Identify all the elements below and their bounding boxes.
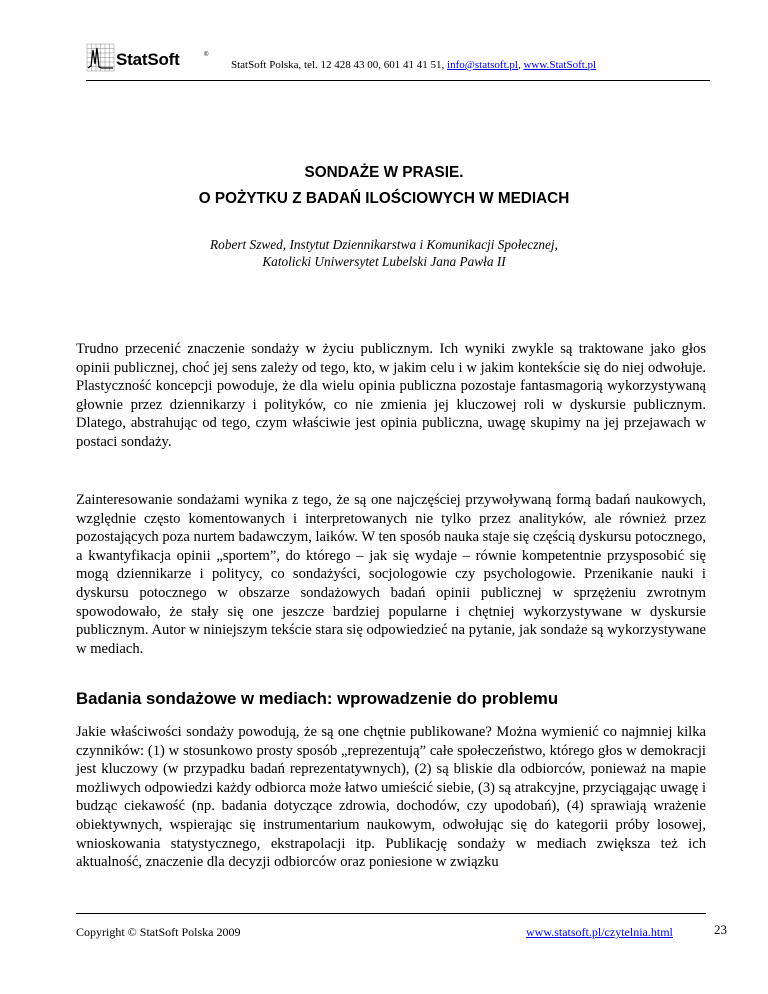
- page-number: 23: [714, 922, 727, 937]
- logo-wordmark: StatSoft: [116, 50, 180, 69]
- reading-room-link[interactable]: www.statsoft.pl/czytelnia.html: [526, 925, 673, 939]
- footer-divider: [76, 913, 706, 914]
- author-line-1: Robert Szwed, Instytut Dziennikarstwa i Komunikacji Społecznej,: [210, 237, 558, 252]
- header-divider: [86, 80, 710, 81]
- body-paragraph-2: Zainteresowanie sondażami wynika z tego, że są one najczęściej przywoływaną formą badań naukowych, względnie często komentowanych i interpretowanych nie tylko przez analityków, ale również przez pozostających poza nurtem badawczym, laików. W ten sposób nauka staje się częścią dyskursu potocznego, a kwantyfikacja opinii „sportem”, do którego – jak się wydaje – równie kompetentnie przysposobić się mogą dziennikarze i politycy, co sondażyści, socjologowie czy psychologowie. Przenikanie nauki i dyskursu potocznego w obszarze sondażowych badań opinii publicznej w sprzężeniu zwrotnym spowodowało, że stały się one jeszcze bardziej popularne i chętniej wykorzystywane w dyskursie publicznym. Autor w niniejszym tekście stara się odpowiedzieć na pytanie, jak sondaże są wykorzystywane w mediach.: [76, 492, 706, 657]
- author-line-2: Katolicki Uniwersytet Lubelski Jana Pawła II: [262, 254, 506, 269]
- statsoft-logo-icon: [86, 40, 116, 74]
- article-title-line-1: SONDAŻE W PRASIE.: [304, 164, 464, 181]
- body-paragraph-1: Trudno przecenić znaczenie sondaży w życiu publicznym. Ich wyniki zwykle są traktowane jako głos opinii publicznej, choć jej sens zależy od tego, kto, w jakim celu i w jakim kontekście się do niej odwołuje. Plastyczność koncepcji powoduje, że dla wielu opinia publiczna pozostaje fantasmagorią wykorzystywaną głownie przez dziennikarzy i polityków, co nie zmienia jej kluczowej roli w dyskursie publicznym. Dlatego, abstrahując od tego, czym właściwie jest opinia publiczna, uwagę skupimy na jej przejawach w postaci sondaży.: [76, 341, 706, 450]
- email-link[interactable]: info@statsoft.pl: [447, 59, 518, 71]
- footer-link-wrapper: [526, 925, 673, 940]
- statsoft-logo: [86, 40, 216, 76]
- contact-info: StatSoft Polska, tel. 12 428 43 00, 601 41 41 51,: [231, 59, 448, 71]
- article-title-line-2: O POŻYTKU Z BADAŃ ILOŚCIOWYCH W MEDIACH: [198, 190, 570, 207]
- page-header: [86, 40, 710, 82]
- header-contact: [231, 59, 596, 71]
- website-link[interactable]: www.StatSoft.pl: [523, 59, 597, 71]
- section-heading: Badania sondażowe w mediach: wprowadzenie do problemu: [76, 689, 559, 708]
- body-paragraph-3: Jakie właściwości sondaży powodują, że są one chętnie publikowane? Można wymienić co najmniej kilka czynników: (1) w stosunkowo prosty sposób „reprezentują” całe społeczeństwo, którego głos w demokracji jest kluczowy (w przypadku badań reprezentatywnych), (2) są bliskie dla odbiorców, ponieważ na mapie możliwych odpowiedzi każdy odbiorca może łatwo umieścić siebie, (3) są atrakcyjne, przyciągając uwagę i budząc ciekawość (np. badania dotyczące zdrowia, dochodów, czy upodobań), (4) sprawiają wrażenie obiektywnych, wspierając się instrumentarium naukowym, odwołując się do kategorii próby losowej, wnioskowania statystycznego, ekstrapolacji itp. Publikację sondaży w mediach zwiększa też ich aktualność, znaczenie dla decyzji odbiorców oraz poniesione w związku: [76, 724, 706, 871]
- copyright-text: Copyright © StatSoft Polska 2009: [76, 925, 241, 939]
- registered-mark: ®: [204, 52, 209, 58]
- contact-separator: ,: [517, 59, 524, 71]
